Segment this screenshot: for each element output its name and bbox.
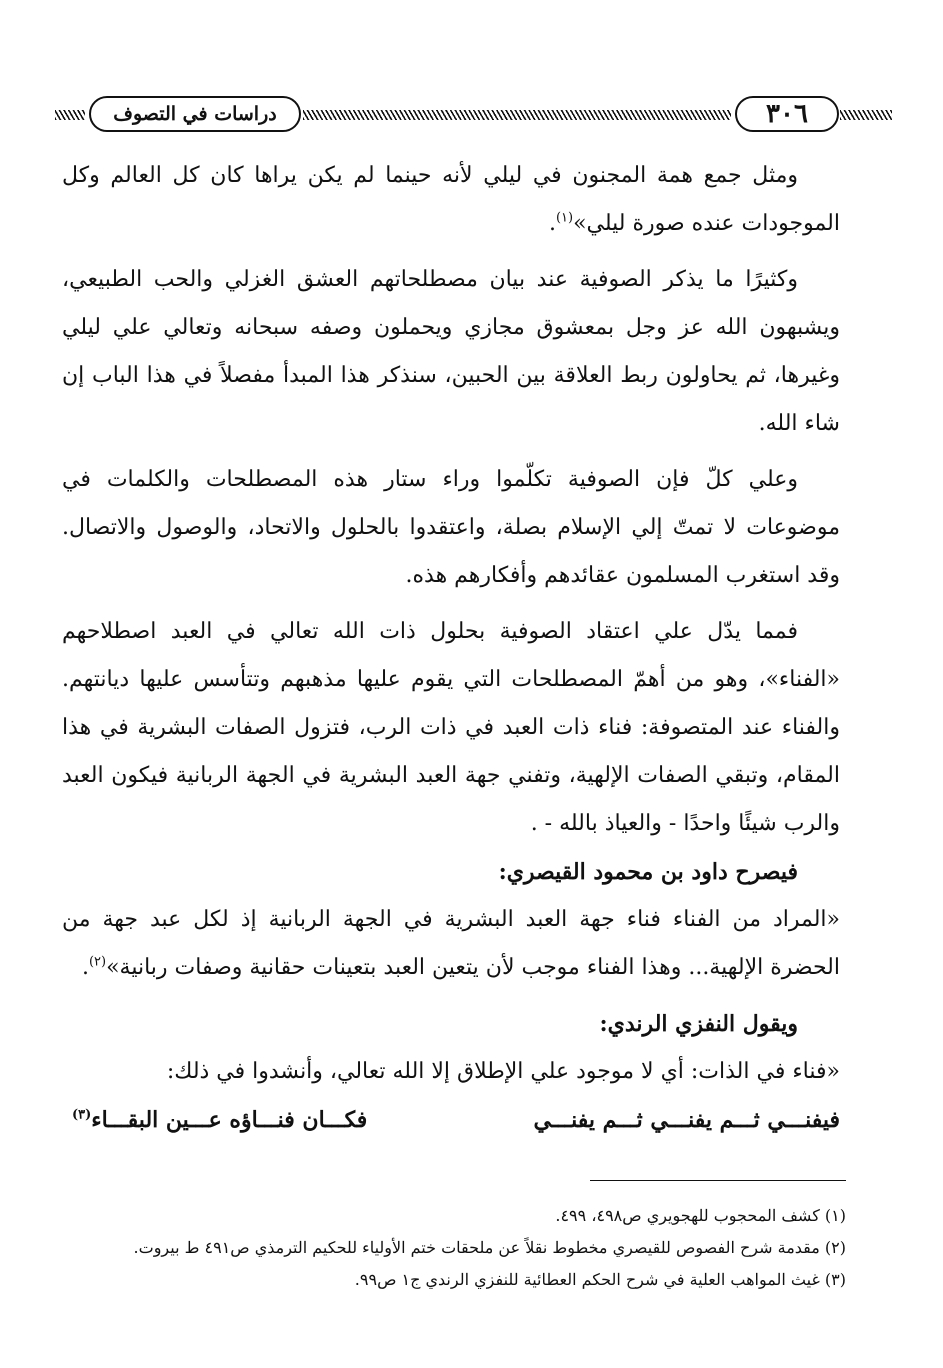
- footnote-3: (٣) غيث المواهب العلية في شرح الحكم العطائية للنفزي الرندي ج١ ص٩٩.: [354, 1270, 846, 1289]
- main-text: [62, 152, 840, 1144]
- verse-second-hemistich: فكـــان فنـــاؤه عـــين البقـــاء$^{(٣)}$: [72, 1107, 368, 1133]
- header-ornament-middle: [303, 110, 731, 120]
- footnotes: [62, 1200, 846, 1296]
- paragraph-majnun: ومثل جمع همة المجنون في ليلي لأنه حينما لم يكن يراها كان كل العالم وكل الموجودات عنده صورة ليلي»$^{(١)}$.: [62, 163, 840, 236]
- footnote-ref-3[interactable]: (٣): [72, 1107, 92, 1123]
- footnote-2: (٢) مقدمة شرح الفصوص للقيصري مخطوط نقلاً عن ملحقات ختم الأولياء للحكيم الترمذي ص٤٩١ ط بيروت.: [133, 1238, 846, 1257]
- paragraph-love-terms: وكثيرًا ما يذكر الصوفية عند بيان مصطلحاتهم العشق الغزلي والحب الطبيعي، ويشبهون الله عز وجل بمعشوق مجازي ويحملون وصفه سبحانه وتعالي علي ليلي وغيرها، ثم يحاولون ربط العلاقة بين الحبين، سنذكر هذا المبدأ مفصلاً في هذا الباب إن شاء الله.: [62, 267, 840, 436]
- book-title: دراسات في التصوف: [89, 96, 301, 132]
- page-number: ٣٠٦: [735, 96, 839, 132]
- quote-nafzi: «فناء في الذات: أي لا موجود علي الإطلاق إلا الله تعالي، وأنشدوا في ذلك:: [166, 1059, 840, 1084]
- quote-qaysari: «المراد من الفناء فناء جهة العبد البشرية في الجهة الربانية إذ لكل عبد جهة من الحضرة الإلهية... وهذا الفناء موجب لأن يتعين العبد بتعينات حقانية وصفات ربانية»$^{(٢)}$.: [62, 907, 840, 980]
- footnote-ref-2[interactable]: (٢): [88, 954, 107, 970]
- poem-verse: [62, 1096, 840, 1144]
- footnote-ref-1[interactable]: (١): [555, 210, 574, 226]
- heading-qaysari: فيصرح داود بن محمود القيصري:: [498, 859, 798, 885]
- verse-first-hemistich: فيفنـــي ثـــم يفنـــي ثـــم يفنـــي: [533, 1107, 840, 1133]
- header-ornament-right: [840, 110, 892, 120]
- paragraph-hulul: وعلي كلّ فإن الصوفية تكلّموا وراء ستار هذه المصطلحات والكلمات في موضوعات لا تمتّ إلي الإسلام بصلة، واعتقدوا بالحلول والاتحاد، والوصول والاتصال. وقد استغرب المسلمون عقائدهم وأفكارهم هذه.: [62, 467, 840, 588]
- page-header: [55, 84, 895, 146]
- paragraph-fana: فمما يدّل علي اعتقاد الصوفية بحلول ذات الله تعالي في العبد اصطلاحهم «الفناء»، وهو من أهمّ المصطلحات التي يقوم عليها مذهبهم وتتأسس عليها ديانتهم. والفناء عند المتصوفة: فناء ذات العبد في ذات الرب، فتزول الصفات البشرية في هذا المقام، وتبقي الصفات الإلهية، وتفني جهة العبد البشرية في الجهة الربانية فيكون العبد والرب شيئًا واحدًا - والعياذ بالله - .: [62, 619, 840, 836]
- footnote-divider: [590, 1180, 846, 1181]
- footnote-1: (١) كشف المحجوب للهجويري ص٤٩٨، ٤٩٩.: [555, 1206, 846, 1225]
- heading-nafzi: ويقول النفزي الرندي:: [599, 1011, 798, 1037]
- header-ornament-left: [55, 110, 85, 120]
